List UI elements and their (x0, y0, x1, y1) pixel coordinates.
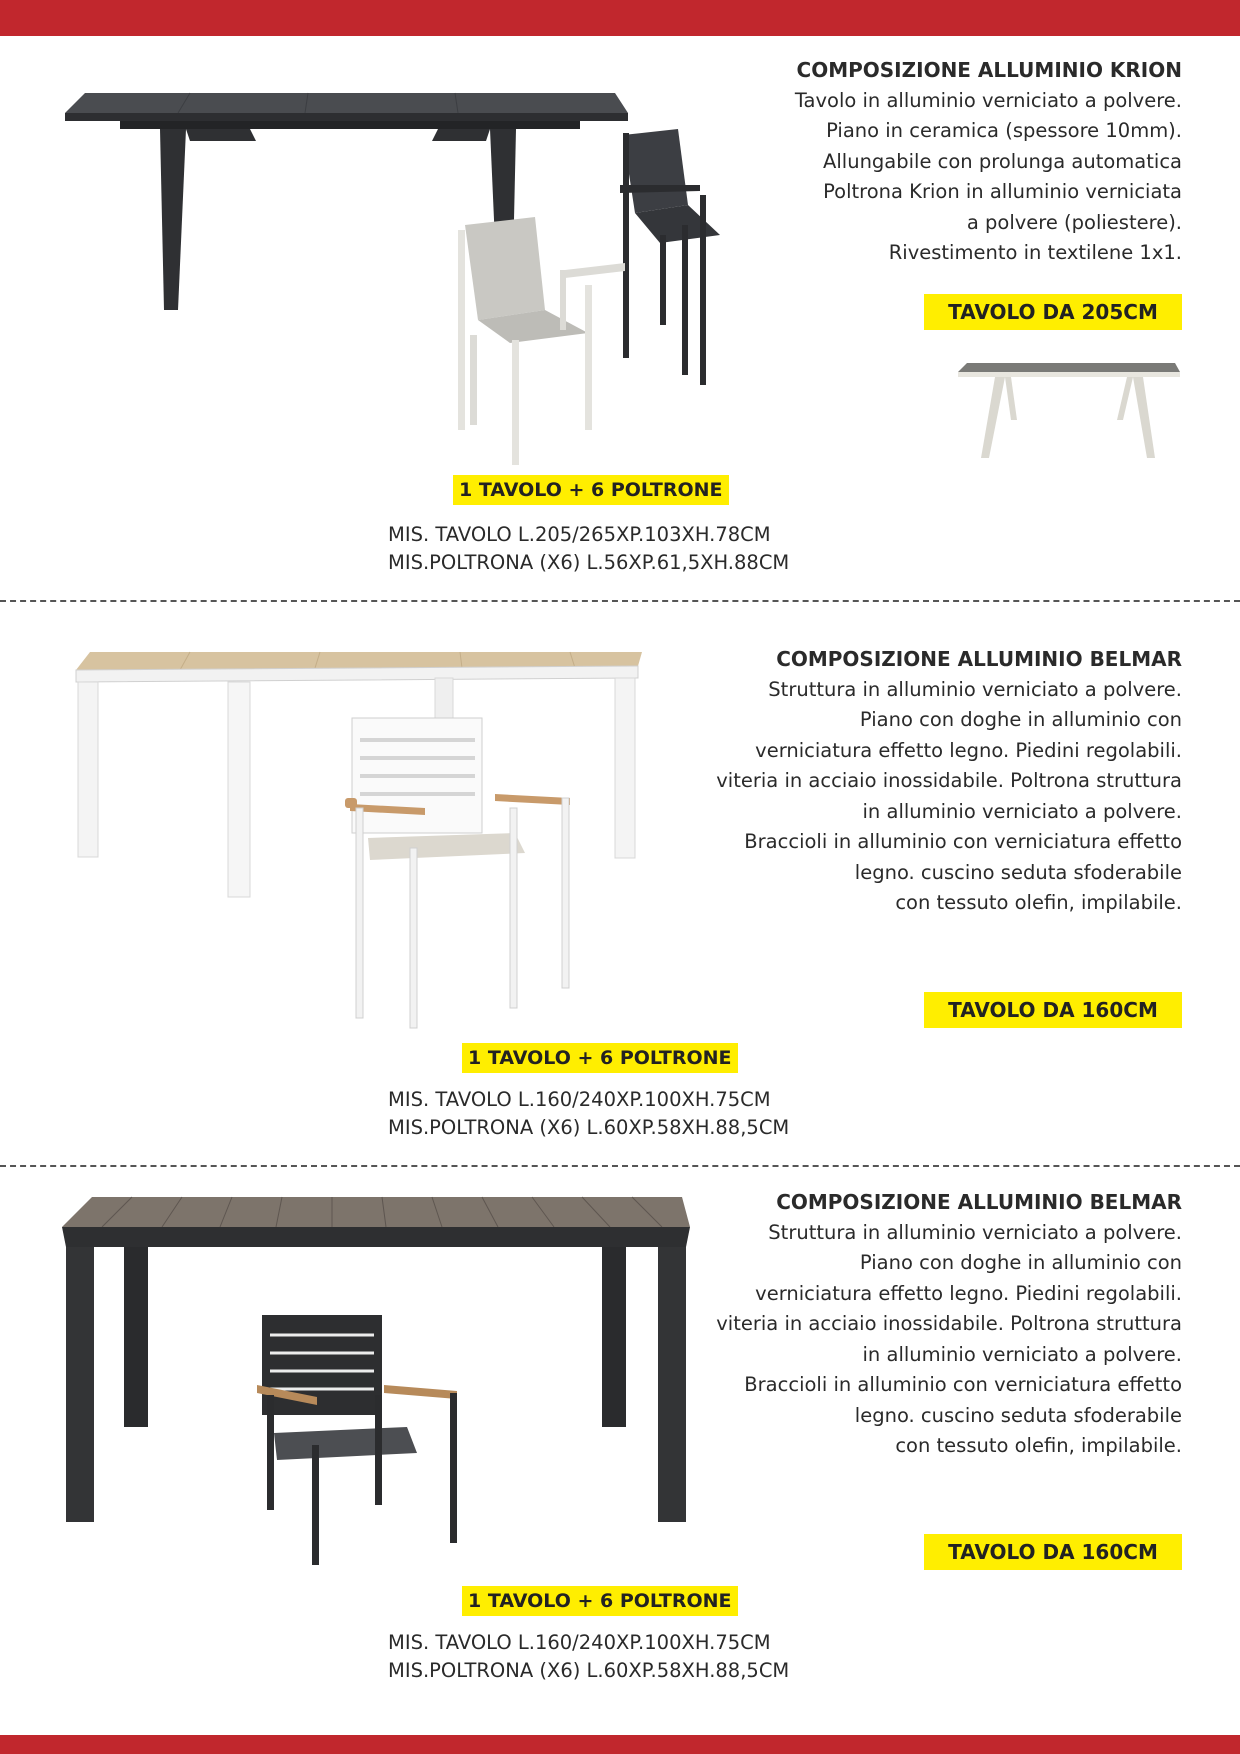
krion-chair-measure: MIS.POLTRONA (X6) L.56XP.61,5XH.88CM (388, 551, 790, 574)
belmar-dark-desc-line: legno. cuscino seduta sfoderabile (854, 1403, 1182, 1427)
belmar-dark-description (716, 1187, 1182, 1462)
belmar-dark-desc-line: Struttura in alluminio verniciato a polvere. (768, 1220, 1182, 1244)
krion-size-badge: TAVOLO DA 205CM (924, 294, 1182, 330)
krion-combo-badge: 1 TAVOLO + 6 POLTRONE (453, 475, 729, 505)
krion-table-thumbnail (955, 360, 1185, 470)
krion-table-measure: MIS. TAVOLO L.205/265XP.103XH.78CM (388, 523, 771, 546)
belmar-dark-measurements (388, 1629, 789, 1685)
belmar-white-size-badge: TAVOLO DA 160CM (924, 992, 1182, 1028)
krion-desc-line: Rivestimento in textilene 1x1. (888, 241, 1182, 264)
belmar-white-desc-line: con tessuto olefin, impilabile. (895, 891, 1182, 914)
belmar-dark-desc-line: verniciatura effetto legno. Piedini regolabili. (755, 1281, 1182, 1305)
krion-desc-line: a polvere (poliestere). (966, 210, 1182, 234)
belmar-white-desc-line: Struttura in alluminio verniciato a polvere. (768, 677, 1182, 701)
section-krion (0, 0, 1240, 600)
belmar-white-desc-line: verniciatura effetto legno. Piedini regolabili. (755, 738, 1182, 762)
belmar-white-table-measure: MIS. TAVOLO L.160/240XP.100XH.75CM (388, 1088, 771, 1111)
belmar-dark-set-image (62, 1195, 702, 1570)
krion-set-image (60, 85, 800, 465)
belmar-white-measurements (388, 1086, 789, 1142)
belmar-dark-desc-line: con tessuto olefin, impilabile. (895, 1434, 1182, 1457)
belmar-dark-table-measure: MIS. TAVOLO L.160/240XP.100XH.75CM (388, 1631, 771, 1654)
krion-measurements (388, 521, 789, 577)
krion-desc-line: Piano in ceramica (spessore 10mm). (826, 119, 1182, 142)
belmar-white-description (716, 644, 1182, 919)
belmar-white-desc-line: Braccioli in alluminio con verniciatura effetto (744, 830, 1182, 853)
belmar-dark-combo-badge: 1 TAVOLO + 6 POLTRONE (462, 1586, 738, 1616)
belmar-white-desc-line: Piano con doghe in alluminio con (859, 708, 1182, 731)
krion-title: COMPOSIZIONE ALLUMINIO KRION (796, 58, 1182, 82)
belmar-dark-title: COMPOSIZIONE ALLUMINIO BELMAR (776, 1190, 1182, 1214)
krion-description (795, 55, 1182, 269)
section-belmar-dark (0, 1165, 1240, 1735)
belmar-dark-desc-line: Braccioli in alluminio con verniciatura effetto (744, 1373, 1182, 1396)
belmar-dark-desc-line: Piano con doghe in alluminio con (859, 1251, 1182, 1274)
section-belmar-white (0, 600, 1240, 1165)
belmar-white-desc-line: viteria in acciaio inossidabile. Poltrona struttura (716, 769, 1182, 792)
belmar-dark-desc-line: in alluminio verniciato a polvere. (862, 1342, 1182, 1366)
belmar-white-chair-measure: MIS.POLTRONA (X6) L.60XP.58XH.88,5CM (388, 1116, 790, 1139)
belmar-dark-chair-measure: MIS.POLTRONA (X6) L.60XP.58XH.88,5CM (388, 1659, 790, 1682)
krion-desc-line: Poltrona Krion in alluminio verniciata (823, 180, 1182, 203)
belmar-white-desc-line: in alluminio verniciato a polvere. (862, 799, 1182, 823)
belmar-dark-size-badge: TAVOLO DA 160CM (924, 1534, 1182, 1570)
belmar-white-desc-line: legno. cuscino seduta sfoderabile (854, 860, 1182, 884)
bottom-red-bar (0, 1735, 1240, 1754)
belmar-dark-desc-line: viteria in acciaio inossidabile. Poltrona struttura (716, 1312, 1182, 1335)
krion-desc-line: Tavolo in alluminio verniciato a polvere. (794, 88, 1182, 112)
belmar-white-set-image (70, 648, 670, 1028)
belmar-white-title: COMPOSIZIONE ALLUMINIO BELMAR (776, 647, 1182, 671)
krion-desc-line: Allungabile con prolunga automatica (823, 149, 1182, 173)
belmar-white-combo-badge: 1 TAVOLO + 6 POLTRONE (462, 1043, 738, 1073)
